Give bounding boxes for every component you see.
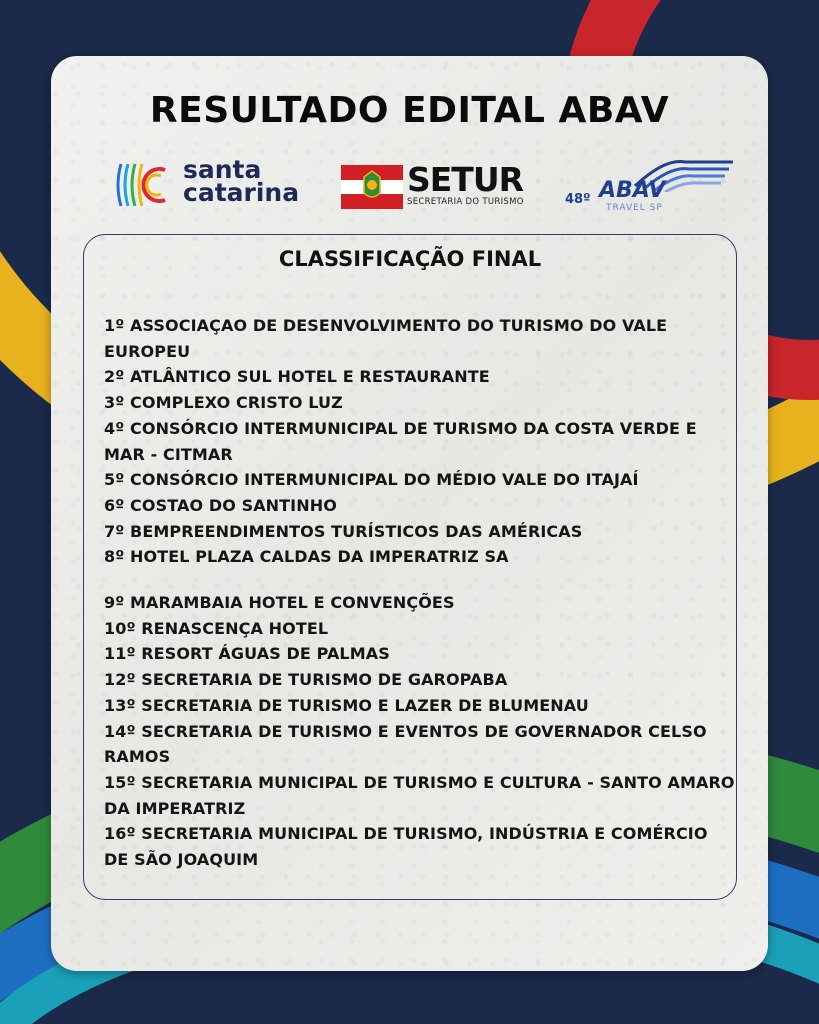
- ranking-item-12: 12º SECRETARIA DE TURISMO DE GAROPABA: [104, 670, 508, 690]
- setur-logo: [341, 162, 541, 212]
- ranking-item-11: 11º RESORT ÁGUAS DE PALMAS: [104, 644, 390, 664]
- ranking-item-4: 4º CONSÓRCIO INTERMUNICIPAL DE TURISMO DA COSTA VERDE E MAR - CITMAR: [104, 418, 697, 464]
- section-title: CLASSIFICAÇÃO FINAL: [278, 247, 542, 271]
- ranking-list: [104, 313, 736, 873]
- ranking-item-3: 3º COMPLEXO CRISTO LUZ: [104, 393, 343, 413]
- ranking-item-13: 13º SECRETARIA DE TURISMO E LAZER DE BLUMENAU: [104, 695, 589, 715]
- ranking-item-7: 7º BEMPREENDIMENTOS TURÍSTICOS DAS AMÉRICAS: [104, 521, 583, 541]
- result-card: [51, 56, 768, 971]
- logo-row: [51, 156, 768, 216]
- ranking-item-8: 8º HOTEL PLAZA CALDAS DA IMPERATRIZ SA: [104, 547, 509, 567]
- ranking-item-10: 10º RENASCENÇA HOTEL: [104, 618, 329, 638]
- ranking-item-14: 14º SECRETARIA DE TURISMO E EVENTOS DE GOVERNADOR CELSO RAMOS: [104, 721, 707, 767]
- ranking-item-5: 5º CONSÓRCIO INTERMUNICIPAL DO MÉDIO VALE DO ITAJAÍ: [104, 470, 639, 490]
- page-title: RESULTADO EDITAL ABAV: [149, 90, 670, 131]
- ranking-item-1: 1º ASSOCIAÇAO DE DESENVOLVIMENTO DO TURISMO DO VALE EUROPEU: [104, 316, 668, 361]
- abav-edition: 48º: [565, 192, 591, 207]
- santa-catarina-symbol-icon: [113, 162, 177, 208]
- abav-wordmark: ABAV: [599, 178, 666, 203]
- santa-catarina-flag-icon: [341, 165, 403, 209]
- santa-catarina-logo: [113, 156, 313, 216]
- santa-catarina-line-1: santa: [183, 155, 262, 184]
- abav-subtitle: TRAVEL SP: [606, 203, 663, 213]
- setur-wordmark: SETUR: [407, 160, 524, 199]
- santa-catarina-line-2: catarina: [183, 178, 300, 207]
- ranking-item-16: 16º SECRETARIA MUNICIPAL DE TURISMO, INDÚSTRIA E COMÉRCIO DE SÃO JOAQUIM: [104, 824, 708, 870]
- classification-box: [83, 234, 737, 900]
- ranking-item-9: 9º MARAMBAIA HOTEL E CONVENÇÕES: [104, 593, 455, 613]
- setur-subtitle: SECRETARIA DO TURISMO: [407, 197, 524, 207]
- abav-logo: [565, 156, 730, 216]
- ranking-item-6: 6º COSTAO DO SANTINHO: [104, 495, 337, 515]
- ranking-item-15: 15º SECRETARIA MUNICIPAL DE TURISMO E CULTURA - SANTO AMARO DA IMPERATRIZ: [104, 772, 735, 818]
- santa-catarina-wordmark: [183, 155, 300, 207]
- ranking-item-2: 2º ATLÂNTICO SUL HOTEL E RESTAURANTE: [104, 367, 490, 387]
